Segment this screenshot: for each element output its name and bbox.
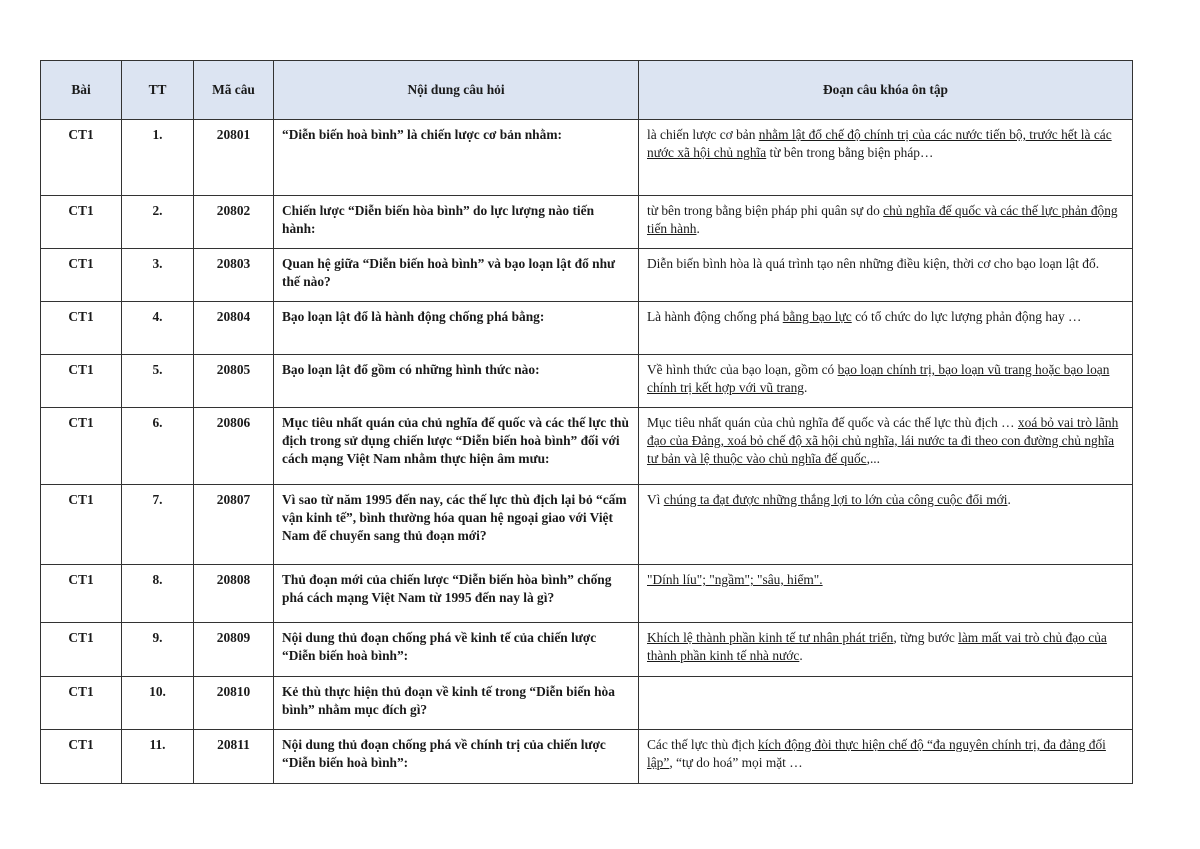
table-row [41, 677, 1133, 730]
header-noi-dung: Nội dung câu hỏi [274, 61, 639, 120]
cell-question: Kẻ thù thực hiện thủ đoạn về kinh tế trong “Diễn biến hòa bình” nhằm mục đích gì? [282, 684, 615, 717]
table-row [41, 623, 1133, 677]
table-row [41, 196, 1133, 249]
answer-key-phrase: bạo loạn chính trị, bạo loạn vũ trang hoặc bạo loạn chính trị kết hợp với vũ trang [647, 362, 1110, 395]
answer-text: Là hành động chống phá [647, 309, 783, 324]
cell-answer [639, 196, 1132, 242]
answer-key-phrase: chúng ta đạt được những thắng lợi to lớn của công cuộc đổi mới [663, 492, 1008, 507]
cell-ma-cau: 20810 [216, 684, 251, 699]
answer-text: ,... [866, 451, 880, 466]
answer-key-phrase: "Dính líu"; "ngầm"; "sâu, hiểm". [647, 572, 823, 587]
cell-tt: 2. [152, 203, 163, 218]
header-doan-cau: Đoạn câu khóa ôn tập [639, 61, 1133, 120]
cell-ma-cau: 20809 [216, 630, 251, 645]
cell-question: “Diễn biến hoà bình” là chiến lược cơ bản nhằm: [282, 127, 562, 142]
cell-question: Thủ đoạn mới của chiến lược “Diễn biến hòa bình” chống phá cách mạng Việt Nam từ 1995 đến nay là gì? [282, 572, 612, 605]
cell-tt: 3. [152, 256, 163, 271]
cell-bai: CT1 [68, 127, 94, 142]
cell-answer [639, 623, 1132, 669]
cell-tt: 4. [152, 309, 163, 324]
cell-bai: CT1 [68, 572, 94, 587]
cell-answer [639, 408, 1132, 472]
table-row [41, 355, 1133, 408]
answer-text: , “tự do hoá” mọi mặt … [669, 755, 803, 770]
cell-question: Vì sao từ năm 1995 đến nay, các thế lực thù địch lại bỏ “cấm vận kinh tế”, bình thường hóa quan hệ ngoại giao với Việt Nam để chuyển sang thủ đoạn mới? [282, 492, 627, 543]
cell-tt: 11. [149, 737, 166, 752]
cell-answer [639, 302, 1132, 330]
cell-bai: CT1 [68, 309, 94, 324]
cell-answer [639, 565, 1132, 593]
cell-answer [639, 485, 1132, 513]
answer-key-phrase: nhằm lật đổ chế độ chính trị của các nước tiến bộ, trước hết là các nước xã hội chủ nghĩa [647, 127, 1112, 160]
header-bai: Bài [41, 61, 122, 120]
answer-text: . [696, 221, 700, 236]
cell-ma-cau: 20803 [216, 256, 251, 271]
cell-answer [639, 120, 1132, 166]
cell-bai: CT1 [68, 684, 94, 699]
table-row [41, 730, 1133, 784]
cell-ma-cau: 20807 [216, 492, 251, 507]
cell-ma-cau: 20808 [216, 572, 251, 587]
cell-answer [639, 677, 1132, 687]
cell-question: Quan hệ giữa “Diễn biến hoà bình” và bạo loạn lật đổ như thế nào? [282, 256, 616, 289]
cell-bai: CT1 [68, 256, 94, 271]
table-row [41, 565, 1133, 623]
header-ma-cau: Mã câu [194, 61, 274, 120]
cell-bai: CT1 [68, 203, 94, 218]
cell-bai: CT1 [68, 492, 94, 507]
answer-text: . [799, 648, 803, 663]
answer-text: . [1007, 492, 1011, 507]
table-row [41, 249, 1133, 302]
cell-ma-cau: 20801 [216, 127, 251, 142]
cell-question: Chiến lược “Diễn biến hòa bình” do lực lượng nào tiến hành: [282, 203, 595, 236]
answer-key-phrase: làm mất vai trò chủ đạo của thành phần kinh tế nhà nước [647, 630, 1107, 663]
cell-tt: 7. [152, 492, 163, 507]
cell-bai: CT1 [68, 362, 94, 377]
answer-text: Các thế lực thù địch [647, 737, 759, 752]
answer-key-phrase: xoá bỏ vai trò lãnh đạo của Đảng, xoá bỏ chế độ xã hội chủ nghĩa, lái nước ta đi theo con đường chủ nghĩa tư bản và lệ thuộc vào chủ nghĩa đế quốc [647, 415, 1119, 466]
cell-question: Bạo loạn lật đổ là hành động chống phá bằng: [282, 309, 545, 324]
answer-text: có tổ chức do lực lượng phản động hay … [851, 309, 1082, 324]
answer-key-phrase: Khích lệ thành phần kinh tế tư nhân phát triển [647, 630, 894, 645]
table-header [41, 61, 1133, 120]
answer-key-phrase: kích động đòi thực hiện chế độ “đa nguyên chính trị, đa đảng đối lập” [647, 737, 1106, 770]
cell-tt: 6. [152, 415, 163, 430]
table-body [41, 120, 1133, 784]
cell-bai: CT1 [68, 630, 94, 645]
answer-text: . [803, 380, 808, 395]
cell-ma-cau: 20805 [216, 362, 251, 377]
answer-key-phrase: bằng bạo lực [782, 309, 852, 324]
cell-bai: CT1 [68, 415, 94, 430]
answer-text: là chiến lược cơ bản [647, 127, 759, 142]
cell-question: Bạo loạn lật đổ gồm có những hình thức nào: [282, 362, 540, 377]
table-row [41, 408, 1133, 485]
answer-text: từ bên trong bằng biện pháp phi quân sự do [647, 203, 884, 218]
cell-bai: CT1 [68, 737, 94, 752]
cell-ma-cau: 20811 [217, 737, 250, 752]
cell-ma-cau: 20802 [216, 203, 251, 218]
cell-ma-cau: 20804 [216, 309, 251, 324]
cell-answer [639, 355, 1132, 401]
cell-ma-cau: 20806 [216, 415, 251, 430]
cell-tt: 10. [149, 684, 166, 699]
cell-tt: 5. [152, 362, 163, 377]
answer-text: từ bên trong bằng biện pháp… [766, 145, 934, 160]
answer-key-phrase: chủ nghĩa đế quốc và các thế lực phản động tiến hành [647, 203, 1118, 236]
table-row [41, 302, 1133, 355]
answer-text: , từng bước [893, 630, 959, 645]
cell-question: Mục tiêu nhất quán của chủ nghĩa đế quốc và các thế lực thù địch trong sử dụng chiến lược “Diễn biến hoà bình” đối với cách mạng Việt Nam nhằm thực hiện âm mưu: [282, 415, 629, 466]
answer-text: Diễn biến bình hòa là quá trình tạo nên những điều kiện, thời cơ cho bạo loạn lật đổ. [647, 256, 1100, 271]
header-tt: TT [122, 61, 194, 120]
cell-tt: 1. [152, 127, 163, 142]
cell-tt: 8. [152, 572, 163, 587]
cell-tt: 9. [152, 630, 163, 645]
answer-text: Vì [647, 492, 664, 507]
question-table [40, 60, 1133, 784]
cell-answer [639, 730, 1132, 776]
table-row [41, 120, 1133, 196]
table-row [41, 485, 1133, 565]
answer-text: Mục tiêu nhất quán của chủ nghĩa đế quốc và các thế lực thù địch … [647, 415, 1018, 430]
cell-answer [639, 249, 1132, 277]
cell-question: Nội dung thủ đoạn chống phá về chính trị của chiến lược “Diễn biến hoà bình”: [282, 737, 606, 770]
answer-text: Về hình thức của bạo loạn, gồm có [647, 362, 838, 377]
cell-question: Nội dung thủ đoạn chống phá về kinh tế của chiến lược “Diễn biến hoà bình”: [282, 630, 597, 663]
